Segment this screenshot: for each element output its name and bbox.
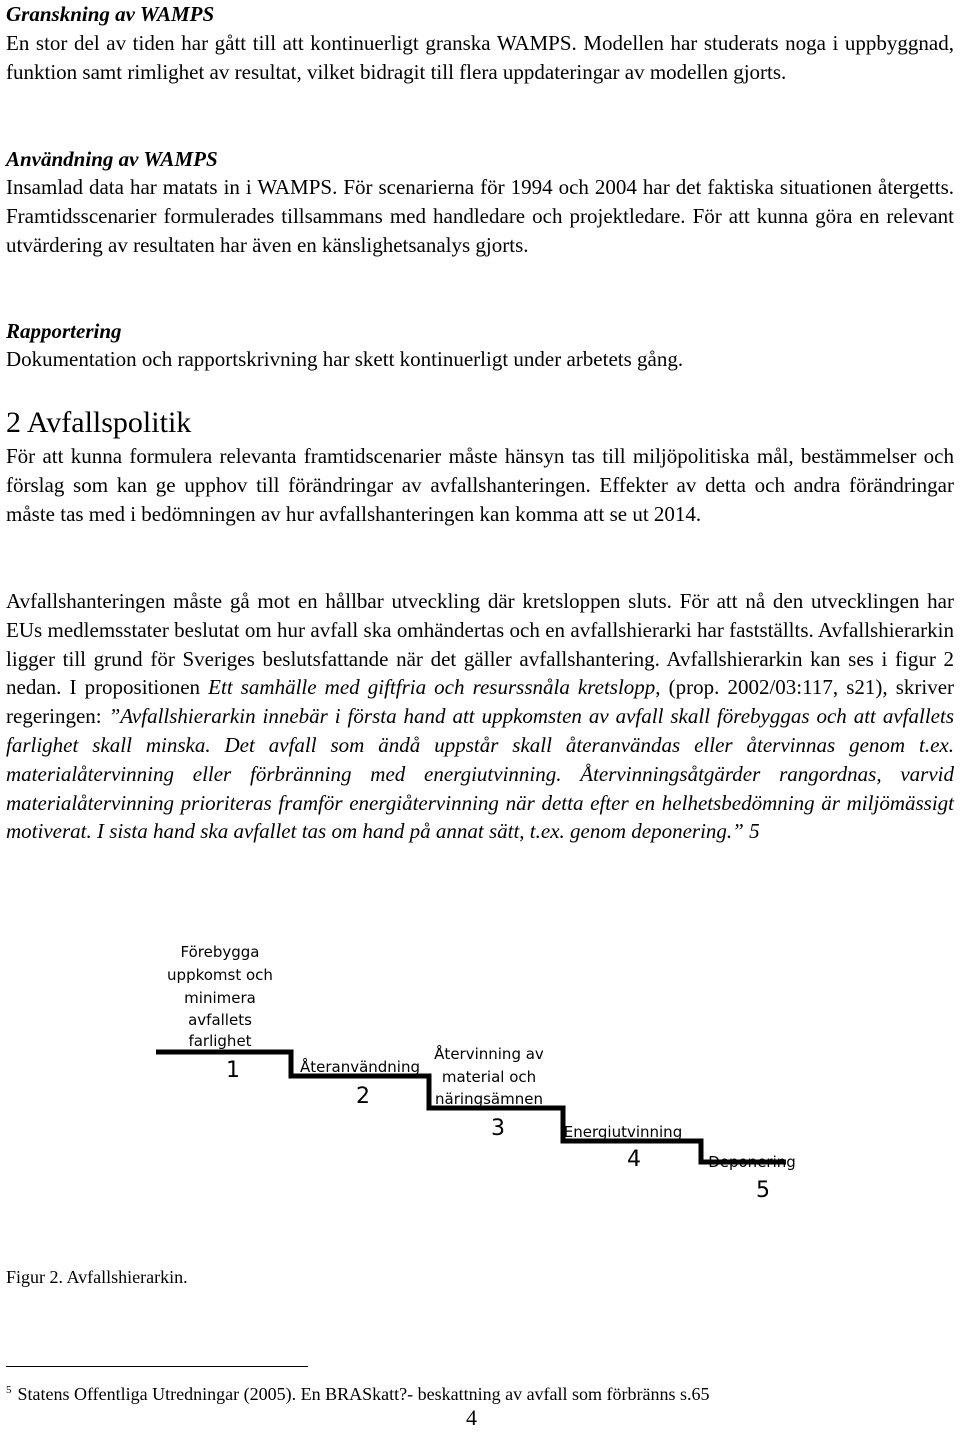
step-3-label-line-3: näringsämnen xyxy=(435,1090,543,1108)
paragraph-granskning: En stor del av tiden har gått till att kontinuerligt granska WAMPS. Modellen har studerats noga i uppbyggnad, funktion samt rimlighet av resultat, vilket bidragit till flera uppdateringar av modellen gjorts. xyxy=(6,31,954,85)
proposition-reference: , (prop. 2002/03:117, s21), skriver regeringen: xyxy=(6,675,955,729)
waste-hierarchy-figure xyxy=(146,932,796,1203)
proposition-title: Ett samhälle med giftfria och resurssnåla kretslopp xyxy=(208,675,656,700)
step-5-number: 5 xyxy=(756,1178,770,1203)
step-4-number: 4 xyxy=(627,1147,641,1172)
government-quote: ”Avfallshierarkin innebär i första hand att uppkomsten av avfall skall förebyggas och att avfallets farlighet skall minska. Det avfall som ändå uppstår skall återanvändas eller återvinnas genom t.ex. materialåtervinning eller förbränning med energiutvinning. Återvinningsåtgärder rangordnas, varvid materialåtervinning prioriteras framför energiåtervinning när detta efter en helhetsbedömning är miljömässigt motiverat. I sista hand ska avfallet tas om hand på annat sätt, t.ex. genom deponering.” 5 xyxy=(6,704,954,844)
step-3-label-line-2: material och xyxy=(441,1068,537,1086)
step-2 xyxy=(300,1057,420,1109)
heading-rapportering: Rapportering xyxy=(6,319,122,343)
footnote-marker: 5 xyxy=(6,1384,12,1396)
step-1-label-line-2: uppkomst och xyxy=(167,966,273,984)
chapter-paragraph-2 xyxy=(6,587,954,846)
chapter-paragraph-1: För att kunna formulera relevanta framtidscenarier måste hänsyn tas till miljöpolitiska mål, bestämmelser och förslag som kan ge upphov till förändringar av avfallshanteringen. Effekter av detta och andra förändringar måste tas med i bedömningen av hur avfallshanteringen kan komma att se ut 2014. xyxy=(6,444,954,527)
chapter-heading: 2 Avfallspolitik xyxy=(6,406,192,439)
step-2-number: 2 xyxy=(356,1084,370,1109)
step-1-label-line-3: minimera xyxy=(184,989,256,1007)
paragraph-anvandning: Insamlad data har matats in i WAMPS. För scenarierna för 1994 och 2004 har det faktiska situationen återgetts. Framtidsscenarier formulerades tillsammans med handledare och projektledare. För att kunna göra en relevant utvärdering av resultaten har även en känslighetsanalys gjorts. xyxy=(6,175,954,258)
heading-granskning: Granskning av WAMPS xyxy=(6,2,215,26)
step-3 xyxy=(434,1044,544,1141)
step-1 xyxy=(167,943,273,1083)
step-3-number: 3 xyxy=(491,1116,505,1141)
step-1-label-line-5: farlighet xyxy=(188,1032,252,1050)
para2-intro: Avfallshanteringen måste gå mot en hållbar utveckling där kretsloppen sluts. För att nå den utvecklingen har EUs medlemsstater beslutat om hur avfall ska omhändertas och en avfallshierarki har fastställts. Avfallshierarkin ligger till grund för Sveriges beslutsfattande när det gäller avfallshantering. Avfallshierarkin kan ses i figur 2 nedan. I propositionen xyxy=(6,589,954,700)
footnote xyxy=(6,1378,710,1406)
step-5-label-line-1: Deponering xyxy=(708,1153,796,1171)
heading-anvandning: Användning av WAMPS xyxy=(6,147,218,171)
footnote-text: Statens Offentliga Utredningar (2005). En BRASkatt?- beskattning av avfall som förbränns s.65 xyxy=(17,1384,710,1404)
step-4-label-line-1: Energiutvinning xyxy=(563,1123,683,1141)
paragraph-rapportering: Dokumentation och rapportskrivning har skett kontinuerligt under arbetets gång. xyxy=(6,347,684,371)
step-3-label-line-1: Återvinning av xyxy=(434,1045,544,1063)
step-5 xyxy=(708,1153,796,1203)
step-1-label-line-1: Förebygga xyxy=(180,943,260,961)
figure-caption: Figur 2. Avfallshierarkin. xyxy=(6,1267,188,1287)
step-2-label-line-1: Återanvändning xyxy=(299,1058,421,1076)
page-number: 4 xyxy=(466,1405,477,1430)
step-1-number: 1 xyxy=(226,1058,240,1083)
step-1-label-line-4: avfallets xyxy=(188,1011,252,1029)
step-4 xyxy=(564,1123,682,1172)
footnote-divider xyxy=(6,1366,308,1367)
